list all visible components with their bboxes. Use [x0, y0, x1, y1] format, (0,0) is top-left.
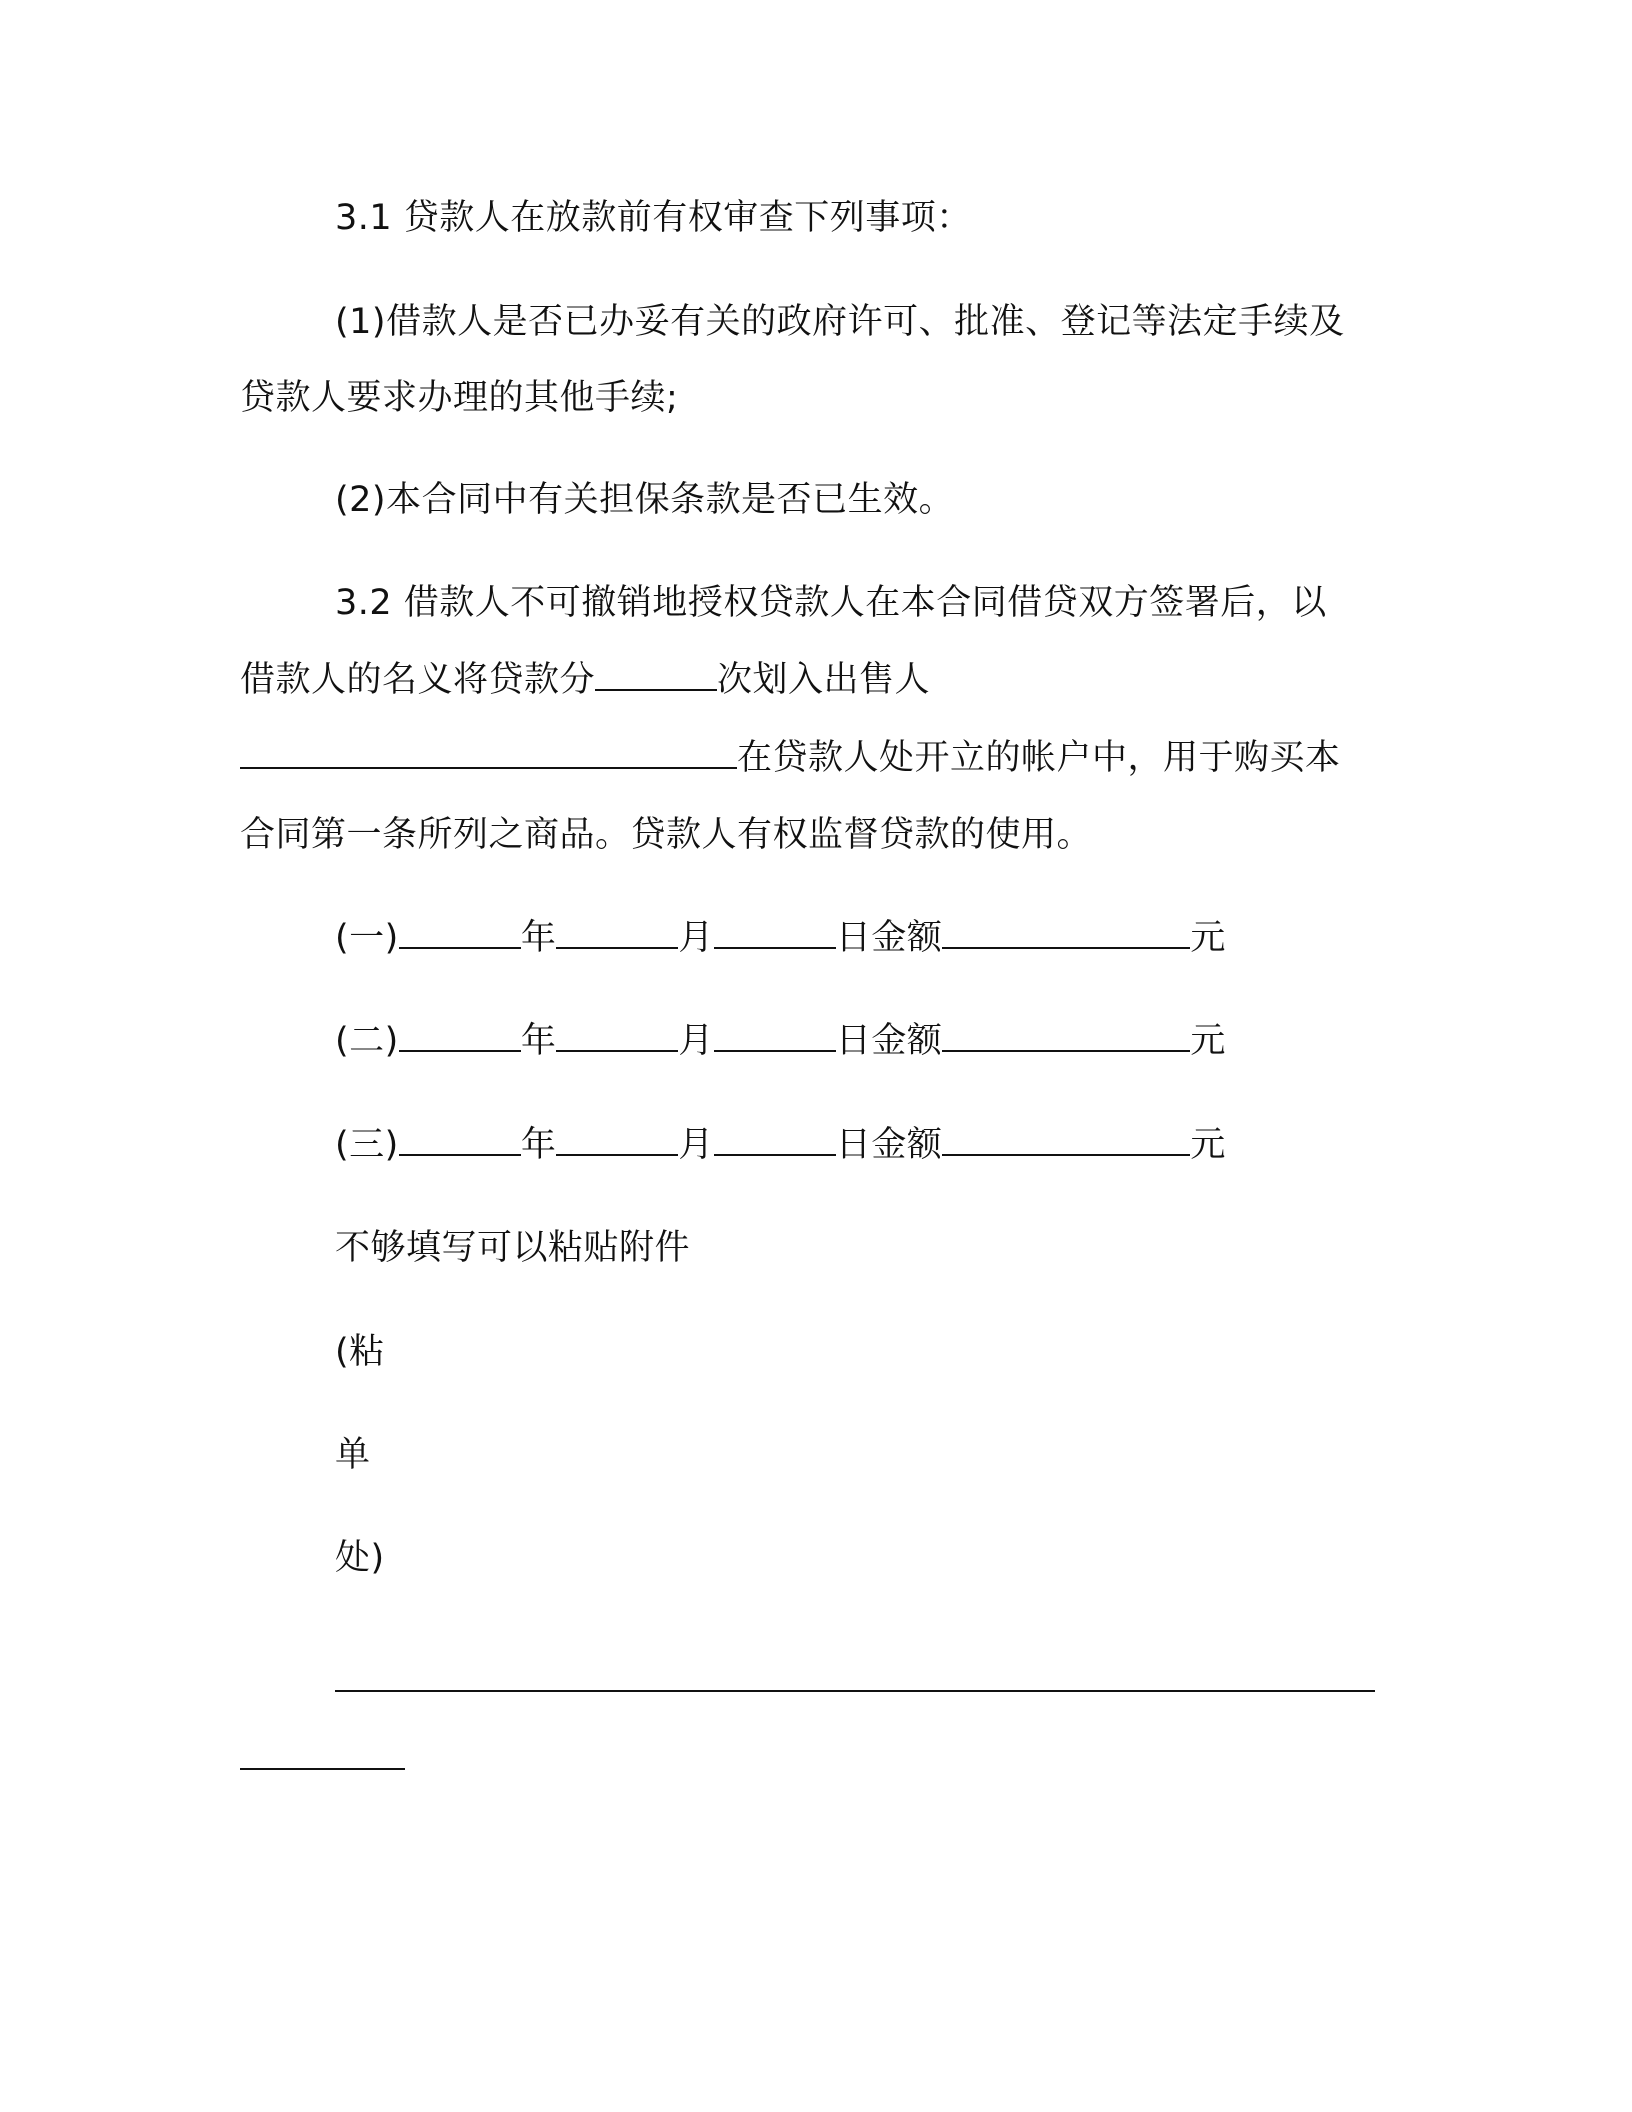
day-blank[interactable]: [714, 1120, 836, 1156]
clause-3-2-line2: [240, 655, 930, 705]
month-label: 月: [678, 1125, 714, 1165]
installment-row-3: [335, 1120, 1226, 1170]
month-blank[interactable]: [556, 1016, 678, 1052]
month-label: 月: [678, 918, 714, 958]
installment-count-blank[interactable]: [595, 655, 717, 691]
day-amount-label: 日金额: [835, 918, 943, 958]
unit-label: 元: [1190, 918, 1226, 958]
clause-3-1-item1-line1: (1)借款人是否已办妥有关的政府许可、批准、登记等法定手续及: [335, 302, 1345, 342]
installment-row-1: [335, 913, 1226, 963]
month-blank[interactable]: [556, 1120, 678, 1156]
installment-label: (一): [335, 918, 399, 958]
clause-3-2-line2-after: 次划入出售人: [717, 660, 931, 700]
month-blank[interactable]: [556, 913, 678, 949]
installment-label: (二): [335, 1021, 399, 1061]
amount-blank[interactable]: [942, 913, 1190, 949]
year-blank[interactable]: [399, 1120, 521, 1156]
year-label: 年: [520, 1125, 557, 1165]
day-amount-label: 日金额: [835, 1021, 943, 1061]
year-blank[interactable]: [399, 913, 521, 949]
day-blank[interactable]: [714, 913, 836, 949]
clause-3-2-line3: [240, 733, 1341, 783]
day-blank[interactable]: [714, 1016, 836, 1052]
clause-3-2-line4: 合同第一条所列之商品。贷款人有权监督贷款的使用。: [240, 815, 1093, 855]
clause-3-1-item2: (2)本合同中有关担保条款是否已生效。: [335, 480, 955, 520]
seller-name-blank[interactable]: [240, 733, 737, 769]
clause-3-1-heading: 3.1 贷款人在放款前有权审查下列事项：: [335, 198, 972, 238]
attachment-note: 不够填写可以粘贴附件: [335, 1228, 691, 1268]
year-label: 年: [520, 918, 557, 958]
year-blank[interactable]: [399, 1016, 521, 1052]
amount-blank[interactable]: [942, 1120, 1190, 1156]
unit-label: 元: [1190, 1021, 1226, 1061]
installment-label: (三): [335, 1125, 399, 1165]
clause-3-2-line2-before: 借款人的名义将贷款分: [240, 660, 596, 700]
installment-row-2: [335, 1016, 1226, 1066]
clause-3-2-line1: 3.2 借款人不可撤销地授权贷款人在本合同借贷双方签署后，以: [335, 583, 1327, 623]
unit-label: 元: [1190, 1125, 1226, 1165]
paste-area-line3: 处): [335, 1538, 385, 1578]
paste-area-line1: (粘: [335, 1332, 385, 1372]
year-label: 年: [520, 1021, 557, 1061]
clause-3-1-item1-line2: 贷款人要求办理的其他手续;: [240, 378, 679, 418]
day-amount-label: 日金额: [835, 1125, 943, 1165]
paste-area-line2: 单: [335, 1435, 371, 1475]
amount-blank[interactable]: [942, 1016, 1190, 1052]
fill-in-rule-short[interactable]: [240, 1768, 405, 1770]
month-label: 月: [678, 1021, 714, 1061]
fill-in-rule-long[interactable]: [335, 1690, 1375, 1692]
clause-3-2-line3-after: 在贷款人处开立的帐户中，用于购买本: [737, 738, 1341, 778]
